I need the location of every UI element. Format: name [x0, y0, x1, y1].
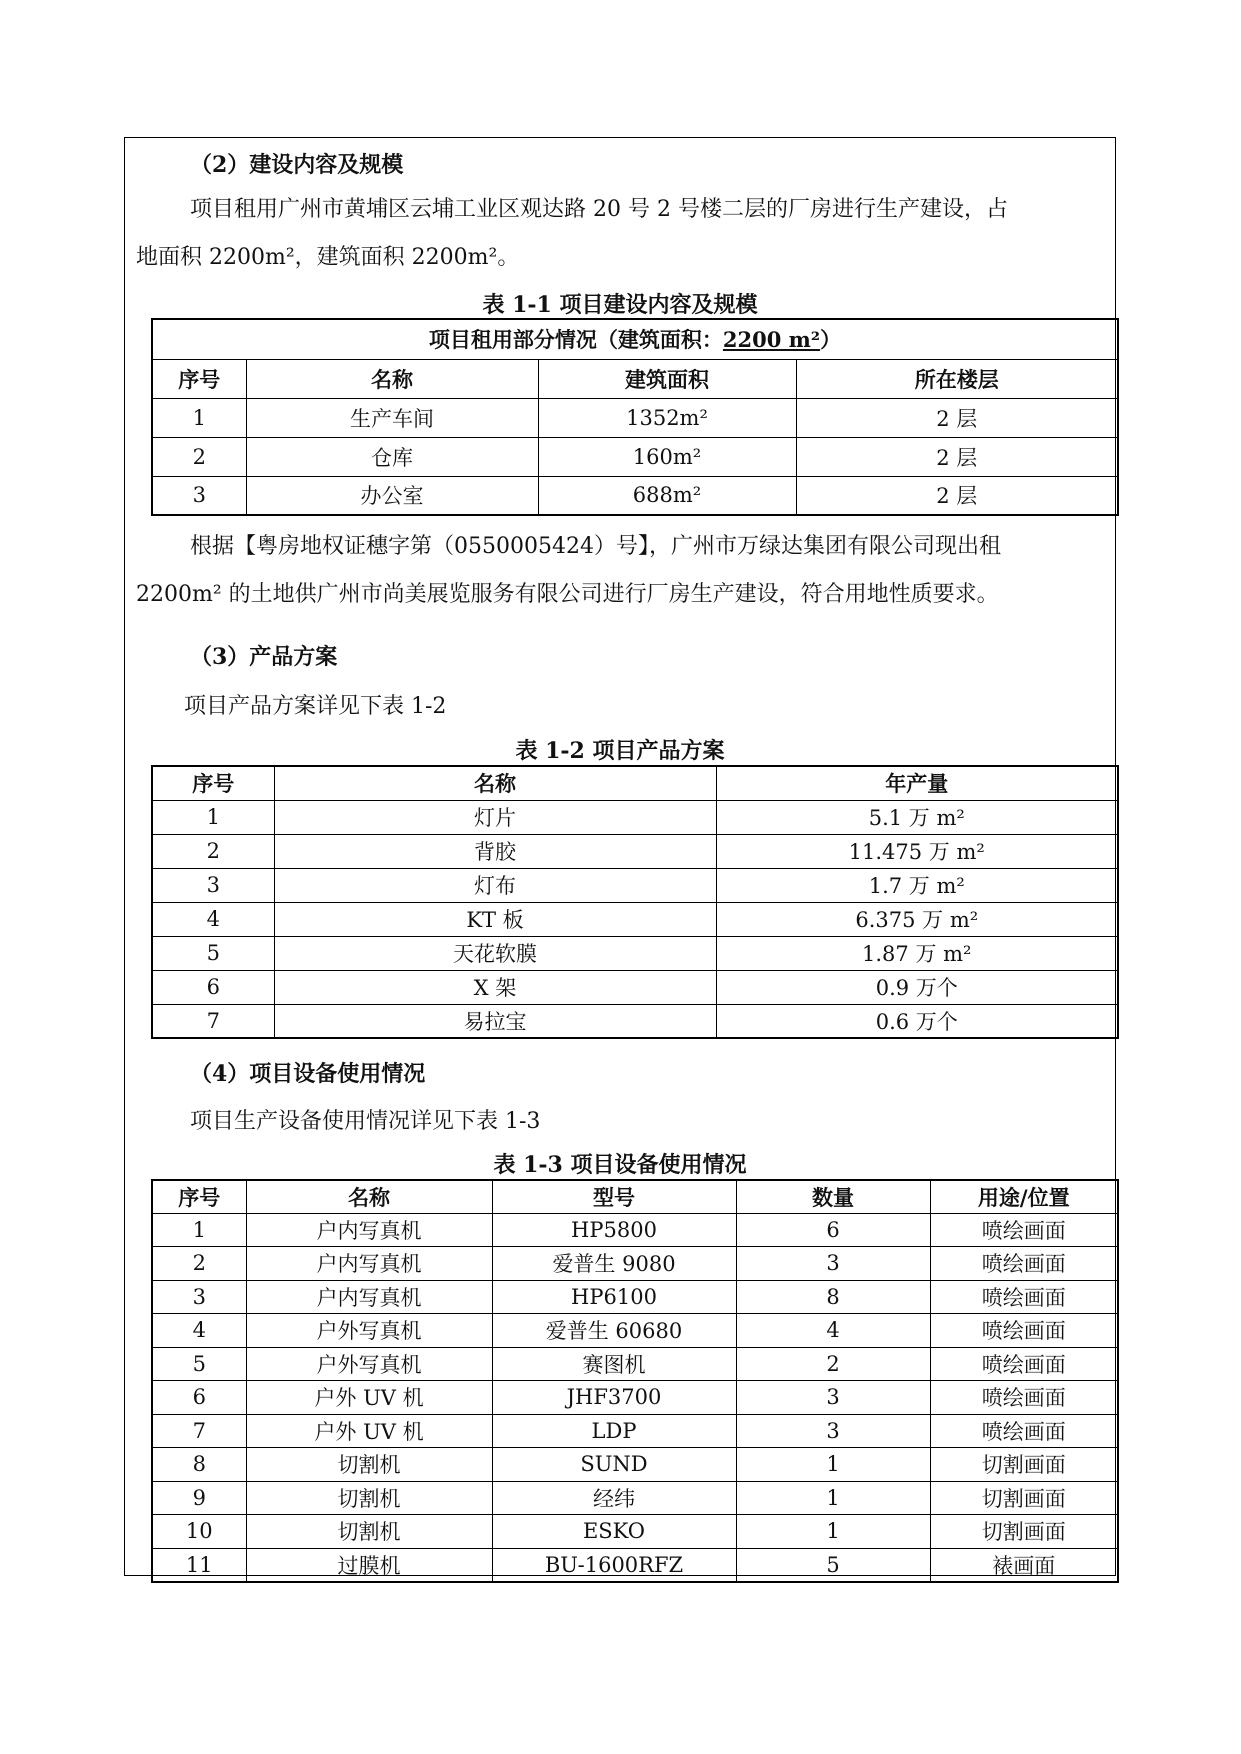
table-cell: 仓库: [246, 437, 538, 476]
table-cell: 2 层: [796, 398, 1118, 437]
table-cell: 喷绘画面: [930, 1280, 1118, 1314]
paragraph-line: 项目生产设备使用情况详见下表 1-3: [190, 1109, 541, 1134]
table-cell: 2 层: [796, 476, 1118, 515]
table-cell: 1.87 万 m²: [716, 936, 1118, 970]
table-cell: 4: [152, 902, 274, 936]
col-header: 序号: [152, 1180, 246, 1213]
table-cell: 切割画面: [930, 1515, 1118, 1549]
section-heading-3: （3）产品方案: [190, 644, 338, 670]
table-cell: 喷绘画面: [930, 1314, 1118, 1348]
table-row: [152, 437, 1118, 476]
table-row: [152, 868, 1118, 902]
table-cell: 喷绘画面: [930, 1347, 1118, 1381]
table-cell: 4: [736, 1314, 930, 1348]
table-cell: 9: [152, 1481, 246, 1515]
table-cell: 户外写真机: [246, 1347, 492, 1381]
table-cell: 喷绘画面: [930, 1247, 1118, 1281]
table-cell: 户外 UV 机: [246, 1381, 492, 1415]
table-row: [152, 1414, 1118, 1448]
table-row: [152, 476, 1118, 515]
table-row: [152, 1213, 1118, 1247]
table-caption: 表 1-3 项目设备使用情况: [493, 1152, 747, 1178]
table-cell: 2: [152, 1247, 246, 1281]
table-cell: 生产车间: [246, 398, 538, 437]
table-cell: 办公室: [246, 476, 538, 515]
table-cell: 11: [152, 1548, 246, 1582]
paragraph-line: 项目产品方案详见下表 1-2: [184, 694, 447, 719]
table-row: [152, 1448, 1118, 1482]
table-row: [152, 398, 1118, 437]
table-cell: 5: [152, 936, 274, 970]
table-cell: 6: [152, 970, 274, 1004]
table-equipment: [151, 1179, 1119, 1583]
table-cell: 背胶: [274, 834, 716, 868]
table-cell: 1: [152, 800, 274, 834]
table-row: [152, 936, 1118, 970]
table-cell: 户外写真机: [246, 1314, 492, 1348]
col-header: 年产量: [716, 766, 1118, 800]
table-cell: 3: [152, 868, 274, 902]
table-cell: 喷绘画面: [930, 1414, 1118, 1448]
table-row: [152, 1004, 1118, 1038]
table-cell: 灯片: [274, 800, 716, 834]
table-row: [152, 800, 1118, 834]
col-header: 名称: [246, 1180, 492, 1213]
col-header: 用途/位置: [930, 1180, 1118, 1213]
table-cell: 易拉宝: [274, 1004, 716, 1038]
table-cell: 1: [152, 398, 246, 437]
table-cell: 6.375 万 m²: [716, 902, 1118, 936]
table-cell: 户内写真机: [246, 1213, 492, 1247]
table-cell: 户外 UV 机: [246, 1414, 492, 1448]
table-cell: 8: [152, 1448, 246, 1482]
table-row: [152, 1381, 1118, 1415]
table-cell: 户内写真机: [246, 1280, 492, 1314]
table-cell: BU-1600RFZ: [492, 1548, 736, 1582]
table-cell: 裱画面: [930, 1548, 1118, 1582]
table-cell: 2: [736, 1347, 930, 1381]
table-cell: 喷绘画面: [930, 1213, 1118, 1247]
table-cell: 0.6 万个: [716, 1004, 1118, 1038]
table-cell: 1.7 万 m²: [716, 868, 1118, 902]
table-cell: 11.475 万 m²: [716, 834, 1118, 868]
table-row: [152, 902, 1118, 936]
table-cell: 切割机: [246, 1515, 492, 1549]
table-cell: 1: [152, 1213, 246, 1247]
table-row: [152, 1548, 1118, 1582]
table-cell: 户内写真机: [246, 1247, 492, 1281]
col-header: 名称: [246, 359, 538, 398]
table-row: [152, 1314, 1118, 1348]
span-header-label: 项目租用部分情况（建筑面积：: [428, 327, 723, 353]
table-cell: KT 板: [274, 902, 716, 936]
col-header: 建筑面积: [538, 359, 796, 398]
table-construction: [151, 318, 1119, 516]
table-cell: 1: [736, 1515, 930, 1549]
table-cell: 1: [736, 1481, 930, 1515]
table-cell: 3: [736, 1381, 930, 1415]
table-cell: HP5800: [492, 1213, 736, 1247]
table-cell: 6: [736, 1213, 930, 1247]
span-header-end: ）: [820, 327, 842, 353]
table-products: [151, 765, 1119, 1039]
col-header: 数量: [736, 1180, 930, 1213]
table-cell: 喷绘画面: [930, 1381, 1118, 1415]
table-caption: 表 1-1 项目建设内容及规模: [482, 292, 758, 318]
table-cell: 切割画面: [930, 1481, 1118, 1515]
table-cell: HP6100: [492, 1280, 736, 1314]
table-cell: 5: [152, 1347, 246, 1381]
table-row: [152, 1515, 1118, 1549]
table-row: [152, 1247, 1118, 1281]
table-row: [152, 970, 1118, 1004]
paragraph-line: 根据【粤房地权证穗字第（0550005424）号】，广州市万绿达集团有限公司现出租: [190, 534, 1001, 559]
table-cell: 灯布: [274, 868, 716, 902]
table-cell: 切割机: [246, 1448, 492, 1482]
table-row: [152, 1347, 1118, 1381]
table-cell: 4: [152, 1314, 246, 1348]
table-cell: 8: [736, 1280, 930, 1314]
span-header-area: 2200 m²: [722, 327, 821, 353]
table-cell: 爱普生 60680: [492, 1314, 736, 1348]
table-span-header: [152, 319, 1118, 359]
table-row: [152, 834, 1118, 868]
table-cell: 2 层: [796, 437, 1118, 476]
table-cell: 0.9 万个: [716, 970, 1118, 1004]
table-cell: 过膜机: [246, 1548, 492, 1582]
table-cell: 切割画面: [930, 1448, 1118, 1482]
table-cell: 10: [152, 1515, 246, 1549]
table-cell: 7: [152, 1004, 274, 1038]
table-cell: 2: [152, 834, 274, 868]
table-caption: 表 1-2 项目产品方案: [515, 738, 725, 764]
table-cell: 切割机: [246, 1481, 492, 1515]
col-header: 序号: [152, 359, 246, 398]
table-cell: 经纬: [492, 1481, 736, 1515]
table-cell: LDP: [492, 1414, 736, 1448]
table-cell: 1352m²: [538, 398, 796, 437]
paragraph-line: 项目租用广州市黄埔区云埔工业区观达路 20 号 2 号楼二层的厂房进行生产建设，占: [190, 197, 1008, 222]
table-cell: X 架: [274, 970, 716, 1004]
table-cell: 7: [152, 1414, 246, 1448]
col-header: 名称: [274, 766, 716, 800]
table-row: [152, 1280, 1118, 1314]
table-row: [152, 1481, 1118, 1515]
col-header: 所在楼层: [796, 359, 1118, 398]
col-header: 序号: [152, 766, 274, 800]
table-cell: 赛图机: [492, 1347, 736, 1381]
table-cell: 160m²: [538, 437, 796, 476]
table-cell: 1: [736, 1448, 930, 1482]
col-header: 型号: [492, 1180, 736, 1213]
paragraph-line: 地面积 2200m²，建筑面积 2200m²。: [136, 245, 520, 270]
table-cell: SUND: [492, 1448, 736, 1482]
section-heading-4: （4）项目设备使用情况: [190, 1061, 426, 1087]
table-cell: 3: [736, 1414, 930, 1448]
table-cell: JHF3700: [492, 1381, 736, 1415]
table-cell: 5.1 万 m²: [716, 800, 1118, 834]
table-cell: 爱普生 9080: [492, 1247, 736, 1281]
table-cell: 5: [736, 1548, 930, 1582]
table-cell: 688m²: [538, 476, 796, 515]
table-cell: 天花软膜: [274, 936, 716, 970]
table-cell: 3: [736, 1247, 930, 1281]
table-cell: 6: [152, 1381, 246, 1415]
table-cell: ESKO: [492, 1515, 736, 1549]
table-cell: 2: [152, 437, 246, 476]
table-cell: 3: [152, 476, 246, 515]
paragraph-line: 2200m² 的土地供广州市尚美展览服务有限公司进行厂房生产建设，符合用地性质要求。: [136, 582, 999, 607]
table-cell: 3: [152, 1280, 246, 1314]
section-heading-2: （2）建设内容及规模: [190, 152, 404, 178]
